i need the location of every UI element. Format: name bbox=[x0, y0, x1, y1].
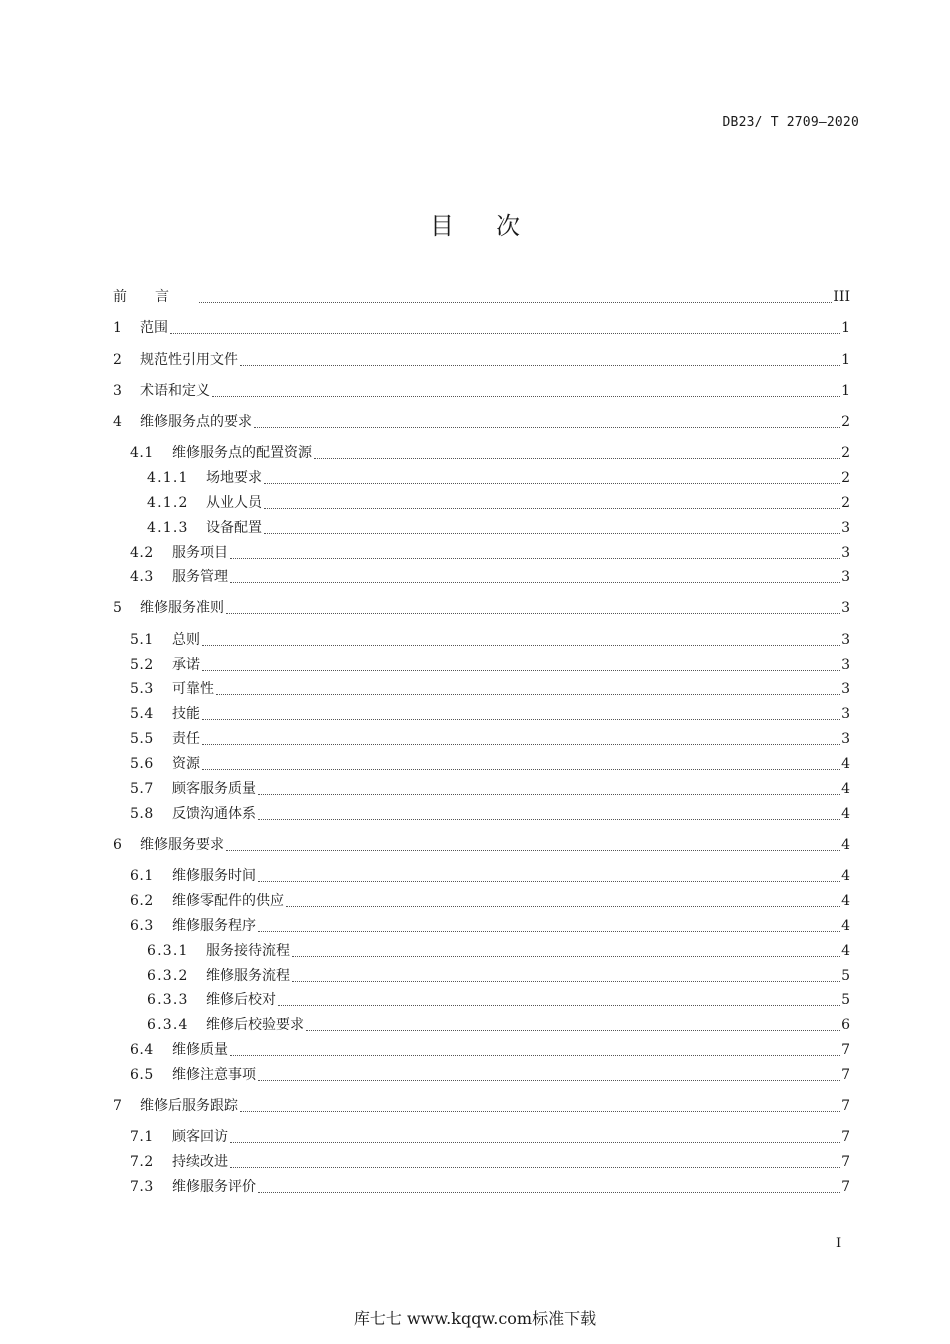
toc-leader bbox=[170, 333, 840, 334]
toc-label: 设备配置 bbox=[206, 520, 262, 536]
toc-label: 服务项目 bbox=[172, 545, 228, 561]
toc-leader bbox=[258, 931, 840, 932]
toc-leader bbox=[230, 1055, 840, 1056]
toc-number: 6.3.2 bbox=[147, 968, 189, 984]
toc-leader bbox=[258, 819, 840, 820]
toc-leader bbox=[240, 1111, 840, 1112]
toc-number: 6.2 bbox=[130, 893, 154, 909]
toc-leader bbox=[314, 458, 840, 459]
toc-leader bbox=[264, 483, 840, 484]
toc-number: 5.1 bbox=[130, 632, 154, 648]
toc-number: 6.5 bbox=[130, 1067, 154, 1083]
toc-label: 服务接待流程 bbox=[206, 943, 290, 959]
toc-page: 4 bbox=[841, 868, 850, 884]
toc-label: 范围 bbox=[140, 320, 168, 336]
toc-number: 4 bbox=[113, 414, 122, 430]
toc-number: 7.2 bbox=[130, 1154, 154, 1170]
toc-entry[interactable] bbox=[130, 1126, 850, 1148]
toc-leader bbox=[230, 1142, 840, 1143]
toc-entry[interactable] bbox=[147, 467, 850, 489]
toc-page: 4 bbox=[841, 756, 850, 772]
toc-entry[interactable] bbox=[147, 517, 850, 539]
toc-leader bbox=[226, 850, 840, 851]
toc-leader bbox=[230, 582, 840, 583]
toc-entry[interactable] bbox=[130, 566, 850, 588]
toc-label: 维修服务要求 bbox=[140, 837, 224, 853]
toc-entry[interactable] bbox=[147, 965, 850, 987]
toc-leader bbox=[199, 302, 832, 303]
toc-entry[interactable] bbox=[130, 542, 850, 564]
toc-number: 6.3 bbox=[130, 918, 154, 934]
toc-page: 7 bbox=[841, 1129, 850, 1145]
toc-entry[interactable] bbox=[130, 703, 850, 725]
toc-page: 7 bbox=[841, 1098, 850, 1114]
toc-entry[interactable] bbox=[130, 1151, 850, 1173]
toc-page: 7 bbox=[841, 1179, 850, 1195]
toc-entry[interactable] bbox=[130, 678, 850, 700]
toc-page: 7 bbox=[841, 1042, 850, 1058]
toc-entry[interactable] bbox=[113, 1095, 850, 1117]
toc-number: 5 bbox=[113, 600, 122, 616]
toc-number: 1 bbox=[113, 320, 122, 336]
toc-number: 5.8 bbox=[130, 806, 154, 822]
toc-label: 资源 bbox=[172, 756, 200, 772]
toc-entry[interactable] bbox=[130, 1039, 850, 1061]
toc-page: 5 bbox=[841, 992, 850, 1008]
toc-number: 3 bbox=[113, 383, 122, 399]
toc-page: 3 bbox=[841, 706, 850, 722]
toc-entry[interactable] bbox=[147, 1014, 850, 1036]
toc-label: 可靠性 bbox=[172, 681, 214, 697]
page-number: I bbox=[836, 1236, 842, 1251]
toc-number: 4.1.1 bbox=[147, 470, 189, 486]
toc-leader bbox=[292, 956, 840, 957]
toc-label: 维修服务时间 bbox=[172, 868, 256, 884]
toc-label: 场地要求 bbox=[206, 470, 262, 486]
toc-page: 2 bbox=[841, 414, 850, 430]
toc-label: 规范性引用文件 bbox=[140, 352, 238, 368]
toc-label: 承诺 bbox=[172, 657, 200, 673]
toc-entry-foreword[interactable] bbox=[113, 286, 850, 308]
toc-number: 5.6 bbox=[130, 756, 154, 772]
toc-label: 总则 bbox=[172, 632, 200, 648]
toc-page: III bbox=[833, 289, 850, 305]
toc-leader bbox=[230, 558, 840, 559]
toc-entry[interactable] bbox=[130, 890, 850, 912]
toc-entry[interactable] bbox=[147, 492, 850, 514]
toc-leader bbox=[306, 1030, 840, 1031]
toc-leader bbox=[258, 1192, 840, 1193]
footer-watermark: 库七七 www.kqqw.com标准下载 bbox=[353, 1309, 597, 1328]
toc-entry[interactable] bbox=[130, 629, 850, 651]
toc-entry[interactable] bbox=[130, 442, 850, 464]
toc-leader bbox=[264, 508, 840, 509]
toc-page: 1 bbox=[841, 383, 850, 399]
toc-label: 维修注意事项 bbox=[172, 1067, 256, 1083]
toc-page: 4 bbox=[841, 837, 850, 853]
toc-number: 4.1 bbox=[130, 445, 154, 461]
toc-label: 技能 bbox=[172, 706, 200, 722]
toc-page: 4 bbox=[841, 918, 850, 934]
toc-page: 3 bbox=[841, 600, 850, 616]
toc-entry[interactable] bbox=[130, 1176, 850, 1198]
toc-leader bbox=[258, 794, 840, 795]
toc-number: 6.3.4 bbox=[147, 1017, 189, 1033]
toc-number: 4.2 bbox=[130, 545, 154, 561]
toc-number: 4.1.3 bbox=[147, 520, 189, 536]
toc-label: 维修服务点的配置资源 bbox=[172, 445, 312, 461]
toc-entry[interactable] bbox=[130, 915, 850, 937]
toc-page: 2 bbox=[841, 470, 850, 486]
toc-label: 维修零配件的供应 bbox=[172, 893, 284, 909]
toc-page: 7 bbox=[841, 1067, 850, 1083]
toc-entry[interactable] bbox=[113, 411, 850, 433]
toc-leader bbox=[226, 613, 840, 614]
toc-page: 4 bbox=[841, 893, 850, 909]
toc-entry[interactable] bbox=[130, 753, 850, 775]
toc-page: 2 bbox=[841, 495, 850, 511]
toc-page: 3 bbox=[841, 657, 850, 673]
toc-entry[interactable] bbox=[113, 317, 850, 339]
toc-leader bbox=[212, 396, 840, 397]
toc-page: 1 bbox=[841, 320, 850, 336]
document-code: DB23/ T 2709—2020 bbox=[722, 115, 859, 130]
toc-label: 维修服务准则 bbox=[140, 600, 224, 616]
toc-leader bbox=[240, 365, 840, 366]
toc-number: 2 bbox=[113, 352, 122, 368]
toc-leader bbox=[202, 769, 840, 770]
toc-label: 维修后服务跟踪 bbox=[140, 1098, 238, 1114]
toc-number: 4.1.2 bbox=[147, 495, 189, 511]
toc-leader bbox=[286, 906, 840, 907]
toc-label: 维修后校验要求 bbox=[206, 1017, 304, 1033]
toc-number: 5.7 bbox=[130, 781, 154, 797]
toc-label: 前言 bbox=[113, 289, 197, 305]
toc-page: 5 bbox=[841, 968, 850, 984]
toc-number: 6.3.3 bbox=[147, 992, 189, 1008]
toc-leader bbox=[202, 744, 840, 745]
toc-leader bbox=[230, 1167, 840, 1168]
toc-entry[interactable] bbox=[130, 778, 850, 800]
toc-page: 3 bbox=[841, 681, 850, 697]
toc-number: 6.3.1 bbox=[147, 943, 189, 959]
toc-leader bbox=[292, 981, 840, 982]
toc-number: 7.3 bbox=[130, 1179, 154, 1195]
toc-number: 6 bbox=[113, 837, 122, 853]
toc-leader bbox=[202, 645, 840, 646]
toc-number: 4.3 bbox=[130, 569, 154, 585]
toc-label: 维修服务程序 bbox=[172, 918, 256, 934]
toc-label: 持续改进 bbox=[172, 1154, 228, 1170]
toc-entry[interactable] bbox=[130, 865, 850, 887]
toc-entry[interactable] bbox=[130, 1064, 850, 1086]
title-char-1: 目 bbox=[430, 212, 454, 240]
toc-number: 6.1 bbox=[130, 868, 154, 884]
toc-label: 服务管理 bbox=[172, 569, 228, 585]
toc-leader bbox=[264, 533, 840, 534]
toc-leader bbox=[278, 1005, 840, 1006]
toc-page: 4 bbox=[841, 806, 850, 822]
toc-label: 反馈沟通体系 bbox=[172, 806, 256, 822]
toc-label: 术语和定义 bbox=[140, 383, 210, 399]
toc-label: 顾客服务质量 bbox=[172, 781, 256, 797]
toc-page: 4 bbox=[841, 943, 850, 959]
toc-page: 3 bbox=[841, 731, 850, 747]
toc-page: 7 bbox=[841, 1154, 850, 1170]
toc-page: 3 bbox=[841, 545, 850, 561]
toc-entry[interactable] bbox=[113, 597, 850, 619]
toc-leader bbox=[258, 881, 840, 882]
title-char-2: 次 bbox=[496, 212, 520, 240]
toc-entry[interactable] bbox=[113, 380, 850, 402]
toc-number: 5.3 bbox=[130, 681, 154, 697]
toc-leader bbox=[258, 1080, 840, 1081]
page-title bbox=[0, 206, 950, 241]
toc-label: 从业人员 bbox=[206, 495, 262, 511]
toc-page: 4 bbox=[841, 781, 850, 797]
toc-entry[interactable] bbox=[113, 349, 850, 371]
toc-page: 6 bbox=[841, 1017, 850, 1033]
toc-entry[interactable] bbox=[147, 940, 850, 962]
toc-page: 3 bbox=[841, 632, 850, 648]
toc-number: 5.2 bbox=[130, 657, 154, 673]
toc-label: 维修服务评价 bbox=[172, 1179, 256, 1195]
toc-page: 1 bbox=[841, 352, 850, 368]
toc-number: 6.4 bbox=[130, 1042, 154, 1058]
toc-label: 责任 bbox=[172, 731, 200, 747]
toc-leader bbox=[202, 719, 840, 720]
toc-label: 维修后校对 bbox=[206, 992, 276, 1008]
toc-label: 维修服务点的要求 bbox=[140, 414, 252, 430]
toc-number: 7.1 bbox=[130, 1129, 154, 1145]
toc-number: 5.4 bbox=[130, 706, 154, 722]
toc-entry[interactable] bbox=[130, 728, 850, 750]
toc-leader bbox=[202, 670, 840, 671]
toc-entry[interactable] bbox=[113, 834, 850, 856]
toc-leader bbox=[254, 427, 840, 428]
toc-label: 维修服务流程 bbox=[206, 968, 290, 984]
toc-entry[interactable] bbox=[147, 989, 850, 1011]
toc-label: 维修质量 bbox=[172, 1042, 228, 1058]
toc-leader bbox=[216, 694, 840, 695]
toc-number: 5.5 bbox=[130, 731, 154, 747]
toc-number: 7 bbox=[113, 1098, 122, 1114]
toc-page: 3 bbox=[841, 520, 850, 536]
toc-page: 3 bbox=[841, 569, 850, 585]
toc-entry[interactable] bbox=[130, 654, 850, 676]
toc-page: 2 bbox=[841, 445, 850, 461]
toc-entry[interactable] bbox=[130, 803, 850, 825]
toc-label: 顾客回访 bbox=[172, 1129, 228, 1145]
